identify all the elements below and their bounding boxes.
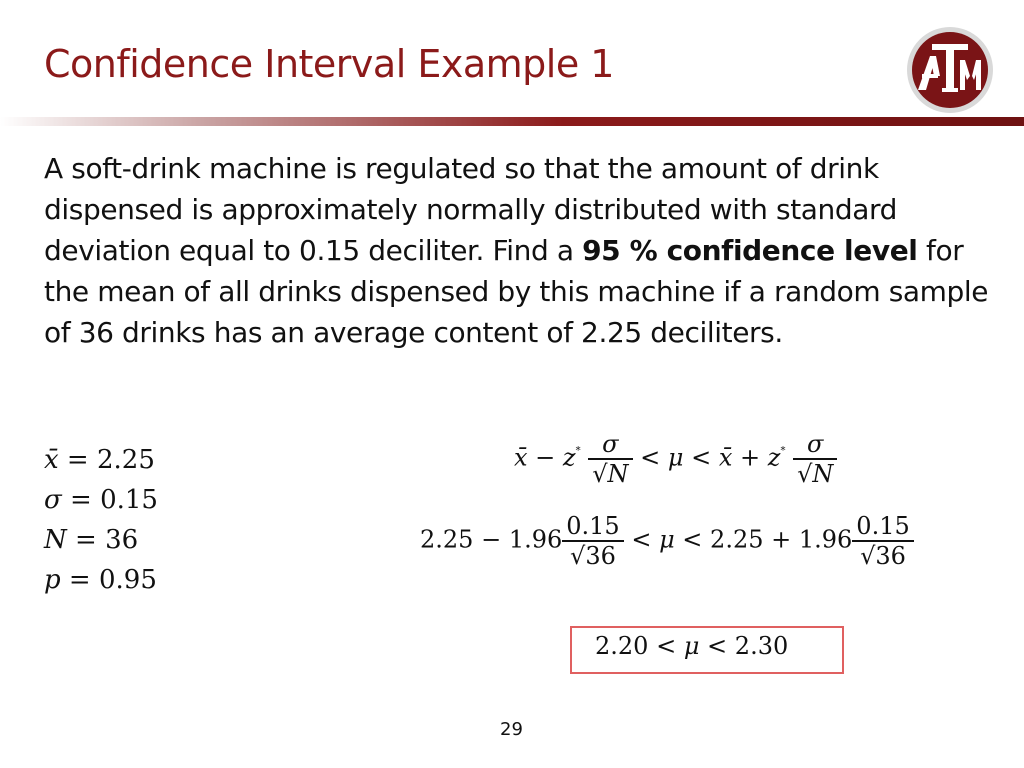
texas-am-logo: [906, 26, 994, 114]
numeric-xbar-right: 2.25: [710, 525, 764, 554]
given-xbar: x̄ = 2.25: [44, 445, 155, 475]
slide-title: Confidence Interval Example 1: [44, 42, 614, 86]
title-divider: [0, 117, 1024, 126]
page-number: 29: [500, 719, 523, 740]
result-lower: 2.20: [595, 632, 649, 660]
numeric-formula: 2.25 − 1.96 $\frac{0.15}{√36}$ < μ < 2.25 + 1.96 $\frac{0.15}{√36}$: [420, 512, 914, 570]
given-p: p = 0.95: [44, 565, 157, 595]
given-n: N = 36: [44, 525, 139, 555]
given-values: [44, 440, 158, 600]
problem-text-part1: A soft-drink machine is regulated so that the amount of drink dispensed is approximately normally distributed with standard deviation equal to 0.15 deciliter. Find a: [44, 152, 898, 267]
problem-statement: [44, 148, 994, 353]
problem-text-part2: for the mean of all drinks dispensed by this machine if a random sample of 36 drinks has an average content of 2.25 deciliters.: [44, 234, 989, 349]
result-interval: 2.20 < μ < 2.30: [595, 632, 789, 660]
result-upper: 2.30: [734, 632, 789, 660]
problem-text-bold: 95 % confidence level: [582, 234, 918, 267]
numeric-z-right: 1.96: [798, 525, 853, 554]
given-sigma: σ = 0.15: [44, 485, 158, 515]
general-formula: x̄ − z* $\frac{\sigma}{√N}$ < μ < x̄ + z* $\frac{\sigma}{√N}$: [514, 430, 837, 488]
